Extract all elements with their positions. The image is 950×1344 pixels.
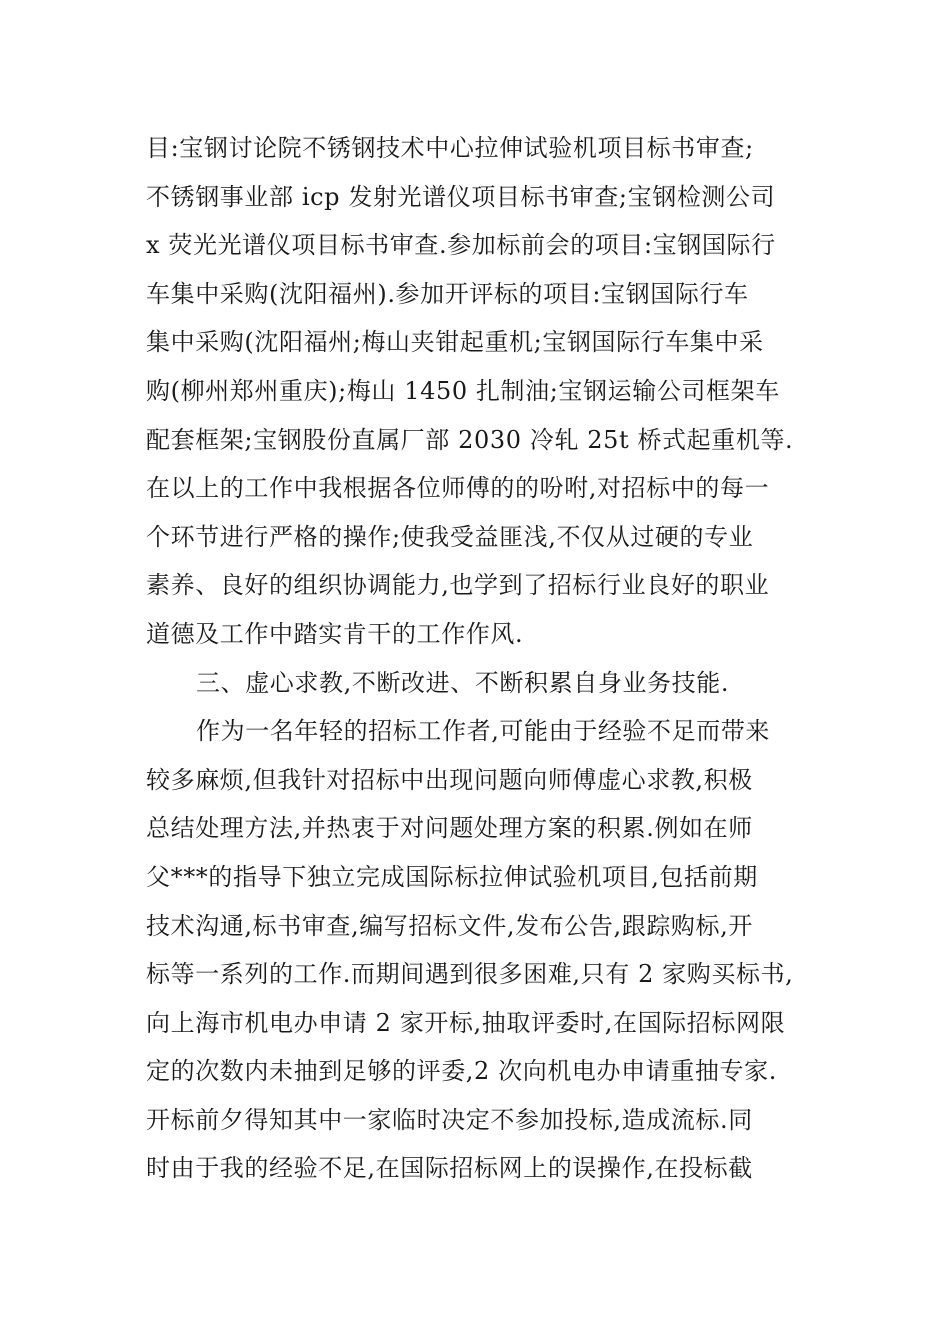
text-line: 时由于我的经验不足,在国际招标网上的误操作,在投标截 xyxy=(146,1154,753,1183)
text-line: 标等一系列的工作.而期间遇到很多困难,只有 2 家购买标书, xyxy=(146,960,794,989)
text-line: 个环节进行严格的操作;使我受益匪浅,不仅从过硬的专业 xyxy=(146,522,754,551)
text-line: 三、虚心求教,不断改进、不断积累自身业务技能. xyxy=(196,668,730,697)
text-line: 购(柳州郑州重庆);梅山 1450 扎制油;宝钢运输公司框架车 xyxy=(146,376,780,405)
text-line: 配套框架;宝钢股份直属厂部 2030 冷轧 25t 桥式起重机等. xyxy=(146,425,794,454)
text-line: 集中采购(沈阳福州;梅山夹钳起重机;宝钢国际行车集中采 xyxy=(146,328,764,357)
text-line: 技术沟通,标书审查,编写招标文件,发布公告,跟踪购标,开 xyxy=(146,911,753,940)
text-line: 目:宝钢讨论院不锈钢技术中心拉伸试验机项目标书审查; xyxy=(146,134,754,162)
text-line: 较多麻烦,但我针对招标中出现问题向师傅虚心求教,积极 xyxy=(146,765,753,794)
text-line: 父***的指导下独立完成国际标拉伸试验机项目,包括前期 xyxy=(146,862,758,891)
text-line: 开标前夕得知其中一家临时决定不参加投标,造成流标.同 xyxy=(146,1105,753,1134)
text-line: 作为一名年轻的招标工作者,可能由于经验不足而带来 xyxy=(196,717,771,746)
text-line: 向上海市机电办申请 2 家开标,抽取评委时,在国际招标网限 xyxy=(146,1008,786,1037)
text-line: x 荧光光谱仪项目标书审查.参加标前会的项目:宝钢国际行 xyxy=(146,231,776,260)
text-line: 不锈钢事业部 icp 发射光谱仪项目标书审查;宝钢检测公司 xyxy=(146,182,776,211)
text-line: 车集中采购(沈阳福州).参加开评标的项目:宝钢国际行车 xyxy=(146,279,749,308)
text-line: 素养、良好的组织协调能力,也学到了招标行业良好的职业 xyxy=(146,571,770,600)
text-line: 定的次数内未抽到足够的评委,2 次向机电办申请重抽专家. xyxy=(146,1057,777,1086)
text-line: 道德及工作中踏实肯干的工作作风. xyxy=(146,619,524,648)
text-line: 在以上的工作中我根据各位师傅的的吩咐,对招标中的每一 xyxy=(146,474,770,503)
text-line: 总结处理方法,并热衷于对问题处理方案的积累.例如在师 xyxy=(146,814,753,843)
body-text xyxy=(146,124,818,1193)
